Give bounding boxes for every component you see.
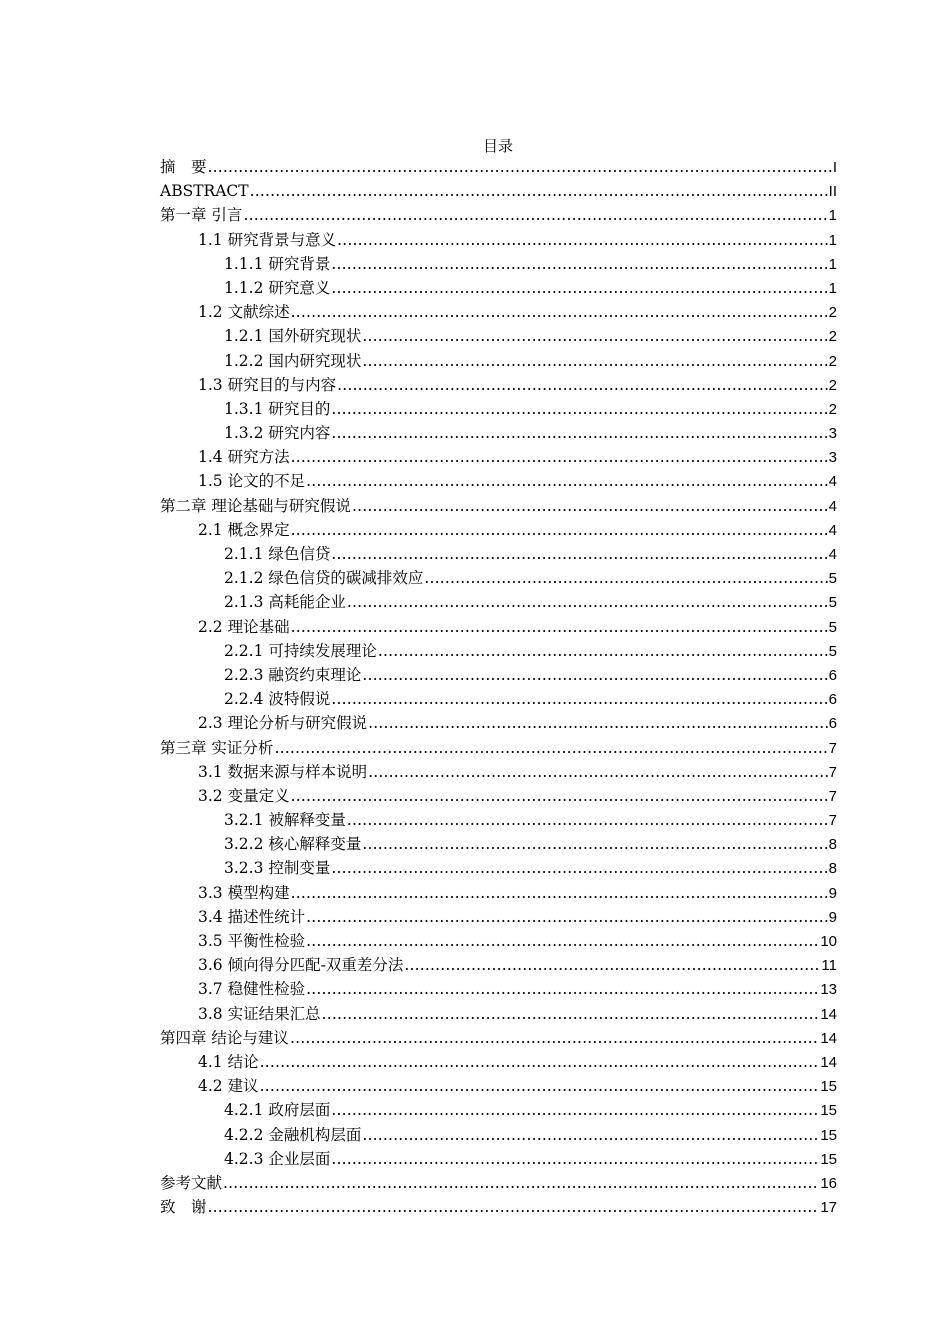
toc-entry-label: 2.3 理论分析与研究假说 [198, 714, 368, 733]
toc-entry-page-number: 9 [828, 884, 837, 902]
toc-entry-label: 1.3 研究目的与内容 [198, 375, 337, 394]
toc-entry[interactable] [160, 1171, 837, 1195]
toc-entry[interactable] [160, 977, 837, 1001]
toc-entry[interactable] [160, 1123, 837, 1147]
toc-entry-page-number: 14 [820, 1053, 837, 1071]
toc-leader-dots [306, 929, 819, 953]
toc-leader-dots [347, 590, 828, 614]
toc-leader-dots [331, 856, 827, 880]
toc-entry-page-number: 3 [828, 425, 837, 443]
toc-leader-dots [208, 155, 832, 179]
toc-entry[interactable] [160, 832, 837, 856]
toc-entry[interactable] [160, 373, 837, 397]
toc-entry-label: ABSTRACT [160, 182, 249, 201]
toc-entry-label: 2.1.1 绿色信贷 [224, 545, 331, 563]
toc-entry[interactable] [160, 397, 837, 421]
toc-entry-label: 4.1 结论 [198, 1052, 259, 1071]
table-of-contents [160, 155, 837, 1219]
toc-entry-page-number: II [828, 183, 837, 201]
toc-entry[interactable] [160, 1147, 837, 1171]
toc-entry-label: 4.2.3 企业层面 [224, 1149, 331, 1168]
toc-entry-page-number: 5 [828, 618, 837, 636]
toc-entry[interactable] [160, 1002, 837, 1026]
toc-entry[interactable] [160, 711, 837, 735]
toc-leader-dots [337, 373, 828, 397]
toc-entry-label: 4.2.1 政府层面 [224, 1101, 331, 1120]
toc-entry-page-number: 8 [828, 836, 837, 854]
toc-leader-dots [337, 228, 828, 252]
toc-leader-dots [291, 300, 828, 324]
toc-entry-page-number: 15 [820, 1126, 837, 1144]
toc-leader-dots [331, 687, 827, 711]
toc-entry-label: 致 谢 [160, 1198, 207, 1217]
toc-entry-page-number: 2 [828, 304, 837, 322]
toc-entry-page-number: 2 [828, 352, 837, 370]
toc-leader-dots [331, 421, 827, 445]
toc-entry-page-number: 1 [828, 279, 837, 297]
toc-leader-dots [223, 1171, 819, 1195]
toc-entry-label: 摘 要 [160, 158, 207, 176]
toc-entry[interactable] [160, 252, 837, 276]
toc-entry-label: 第三章 实证分析 [160, 738, 274, 757]
toc-leader-dots [208, 1195, 820, 1219]
toc-entry-label: 3.1 数据来源与样本说明 [198, 762, 368, 781]
toc-entry[interactable] [160, 929, 837, 953]
toc-leader-dots [243, 203, 827, 227]
toc-leader-dots [368, 711, 828, 735]
toc-entry-label: 3.8 实证结果汇总 [198, 1004, 321, 1023]
toc-leader-dots [362, 663, 827, 687]
toc-entry[interactable] [160, 881, 837, 905]
toc-entry-label: 2.2.3 融资约束理论 [224, 665, 362, 684]
toc-entry-page-number: 1 [828, 207, 837, 225]
toc-entry-label: 1.3.2 研究内容 [224, 424, 331, 443]
toc-entry-label: 3.3 模型构建 [198, 883, 290, 902]
toc-leader-dots [347, 808, 828, 832]
toc-leader-dots [331, 397, 827, 421]
toc-title: 目录 [482, 137, 513, 155]
toc-leader-dots [291, 518, 828, 542]
toc-entry-page-number: 6 [828, 715, 837, 733]
toc-leader-dots [331, 276, 827, 300]
toc-entry-label: 1.3.1 研究目的 [224, 399, 331, 418]
toc-leader-dots [306, 469, 828, 493]
toc-entry-label: 2.1.3 高耗能企业 [224, 593, 346, 612]
toc-entry-label: 3.2.1 被解释变量 [224, 811, 346, 830]
toc-entry-label: 第一章 引言 [160, 206, 243, 225]
toc-entry-page-number: 4 [828, 497, 837, 515]
toc-entry-label: 1.1.1 研究背景 [224, 254, 331, 273]
toc-entry-label: 1.2 文献综述 [198, 303, 290, 322]
toc-leader-dots [260, 1074, 820, 1098]
toc-leader-dots [291, 881, 828, 905]
toc-entry-page-number: 5 [828, 570, 837, 588]
toc-entry-page-number: 2 [828, 376, 837, 394]
toc-entry-label: 3.7 稳健性检验 [198, 980, 306, 999]
toc-entry-label: 2.2.4 波特假说 [224, 690, 331, 709]
toc-entry[interactable] [160, 1098, 837, 1122]
toc-entry-label: 1.1 研究背景与意义 [198, 230, 337, 249]
toc-entry-label: 3.6 倾向得分匹配-双重差分法 [198, 956, 404, 975]
toc-entry-label: 4.2 建议 [198, 1077, 259, 1096]
toc-leader-dots [368, 760, 828, 784]
toc-entry-label: 1.4 研究方法 [198, 448, 290, 467]
toc-entry-page-number: 7 [828, 739, 837, 757]
toc-entry[interactable] [160, 276, 837, 300]
toc-leader-dots [274, 736, 827, 760]
toc-entry[interactable] [160, 856, 837, 880]
toc-entry-page-number: 4 [828, 521, 837, 539]
toc-leader-dots [331, 252, 827, 276]
toc-entry-label: 2.2.1 可持续发展理论 [224, 641, 377, 660]
toc-leader-dots [362, 349, 827, 373]
toc-entry-page-number: 14 [820, 1005, 837, 1023]
toc-entry[interactable] [160, 1026, 837, 1050]
toc-entry-label: 3.2.2 核心解释变量 [224, 835, 362, 854]
toc-leader-dots [352, 494, 828, 518]
toc-leader-dots [362, 324, 827, 348]
toc-entry-label: 参考文献 [160, 1173, 223, 1192]
toc-entry-page-number: 11 [821, 957, 837, 975]
toc-entry-label: 2.1 概念界定 [198, 520, 290, 539]
toc-entry-label: 3.4 描述性统计 [198, 907, 306, 926]
toc-entry-label: 4.2.2 金融机构层面 [224, 1125, 362, 1144]
toc-entry-page-number: 9 [828, 908, 837, 926]
toc-entry-label: 第二章 理论基础与研究假说 [160, 496, 351, 515]
toc-leader-dots [331, 542, 827, 566]
toc-entry-page-number: 13 [820, 981, 837, 999]
toc-entry[interactable] [160, 590, 837, 614]
toc-entry[interactable] [160, 469, 837, 493]
toc-entry[interactable] [160, 155, 837, 179]
toc-entry-label: 1.2.2 国内研究现状 [224, 351, 362, 370]
toc-entry[interactable] [160, 953, 837, 977]
toc-leader-dots [331, 1098, 819, 1122]
toc-entry-label: 2.1.2 绿色信贷的碳减排效应 [224, 569, 424, 588]
toc-entry-page-number: 8 [828, 860, 837, 878]
toc-entry-page-number: 5 [828, 594, 837, 612]
toc-entry-page-number: 2 [828, 400, 837, 418]
toc-leader-dots [291, 784, 828, 808]
toc-entry[interactable] [160, 324, 837, 348]
toc-entry[interactable] [160, 445, 837, 469]
toc-entry[interactable] [160, 349, 837, 373]
toc-entry[interactable] [160, 760, 837, 784]
toc-entry[interactable] [160, 663, 837, 687]
toc-entry-page-number: 10 [820, 933, 837, 950]
toc-entry[interactable] [160, 300, 837, 324]
toc-entry-page-number: 1 [828, 231, 837, 249]
toc-entry-label: 3.5 平衡性检验 [198, 932, 306, 950]
toc-leader-dots [362, 832, 827, 856]
toc-entry-label: 第四章 结论与建议 [160, 1028, 289, 1047]
toc-entry-page-number: 16 [820, 1174, 837, 1192]
toc-leader-dots [290, 1026, 819, 1050]
toc-leader-dots [260, 1050, 820, 1074]
toc-leader-dots [404, 953, 820, 977]
toc-entry-page-number: 6 [828, 691, 837, 709]
toc-entry[interactable] [160, 421, 837, 445]
toc-entry-page-number: 7 [828, 787, 837, 805]
toc-entry-page-number: I [832, 159, 837, 176]
toc-entry[interactable] [160, 615, 837, 639]
toc-entry-label: 3.2 变量定义 [198, 786, 290, 805]
toc-entry-page-number: 1 [828, 255, 837, 273]
toc-entry[interactable] [160, 808, 837, 832]
toc-entry-page-number: 14 [820, 1029, 837, 1047]
toc-entry[interactable] [160, 784, 837, 808]
toc-leader-dots [306, 905, 828, 929]
toc-entry-page-number: 4 [828, 546, 837, 563]
toc-entry[interactable] [160, 1050, 837, 1074]
toc-leader-dots [250, 179, 828, 203]
toc-entry-page-number: 4 [828, 473, 837, 491]
toc-entry[interactable] [160, 494, 837, 518]
toc-entry[interactable] [160, 1074, 837, 1098]
toc-entry[interactable] [160, 566, 837, 590]
toc-entry[interactable] [160, 1195, 837, 1219]
toc-entry-page-number: 15 [820, 1078, 837, 1096]
toc-entry[interactable] [160, 203, 837, 227]
toc-entry-page-number: 15 [820, 1150, 837, 1168]
toc-entry[interactable] [160, 736, 837, 760]
toc-leader-dots [362, 1123, 819, 1147]
toc-entry-page-number: 7 [828, 812, 837, 830]
toc-leader-dots [322, 1002, 820, 1026]
toc-entry-page-number: 17 [820, 1199, 837, 1217]
toc-entry-label: 1.2.1 国外研究现状 [224, 327, 362, 346]
toc-entry[interactable] [160, 687, 837, 711]
toc-entry[interactable] [160, 542, 837, 566]
toc-entry-page-number: 6 [828, 666, 837, 684]
toc-entry-label: 3.2.3 控制变量 [224, 859, 331, 878]
toc-leader-dots [331, 1147, 819, 1171]
toc-leader-dots [291, 615, 828, 639]
toc-entry-page-number: 3 [828, 449, 837, 467]
toc-entry[interactable] [160, 905, 837, 929]
toc-entry[interactable] [160, 179, 837, 203]
toc-entry-label: 1.5 论文的不足 [198, 472, 306, 491]
toc-entry[interactable] [160, 228, 837, 252]
toc-leader-dots [424, 566, 827, 590]
toc-leader-dots [306, 977, 819, 1001]
toc-entry-page-number: 7 [828, 763, 837, 781]
toc-entry-label: 2.2 理论基础 [198, 617, 290, 636]
toc-entry[interactable] [160, 518, 837, 542]
toc-leader-dots [378, 639, 828, 663]
toc-entry-page-number: 15 [820, 1102, 837, 1120]
toc-entry-page-number: 2 [828, 328, 837, 346]
toc-entry-label: 1.1.2 研究意义 [224, 278, 331, 297]
toc-entry[interactable] [160, 639, 837, 663]
toc-entry-page-number: 5 [828, 642, 837, 660]
toc-leader-dots [291, 445, 828, 469]
